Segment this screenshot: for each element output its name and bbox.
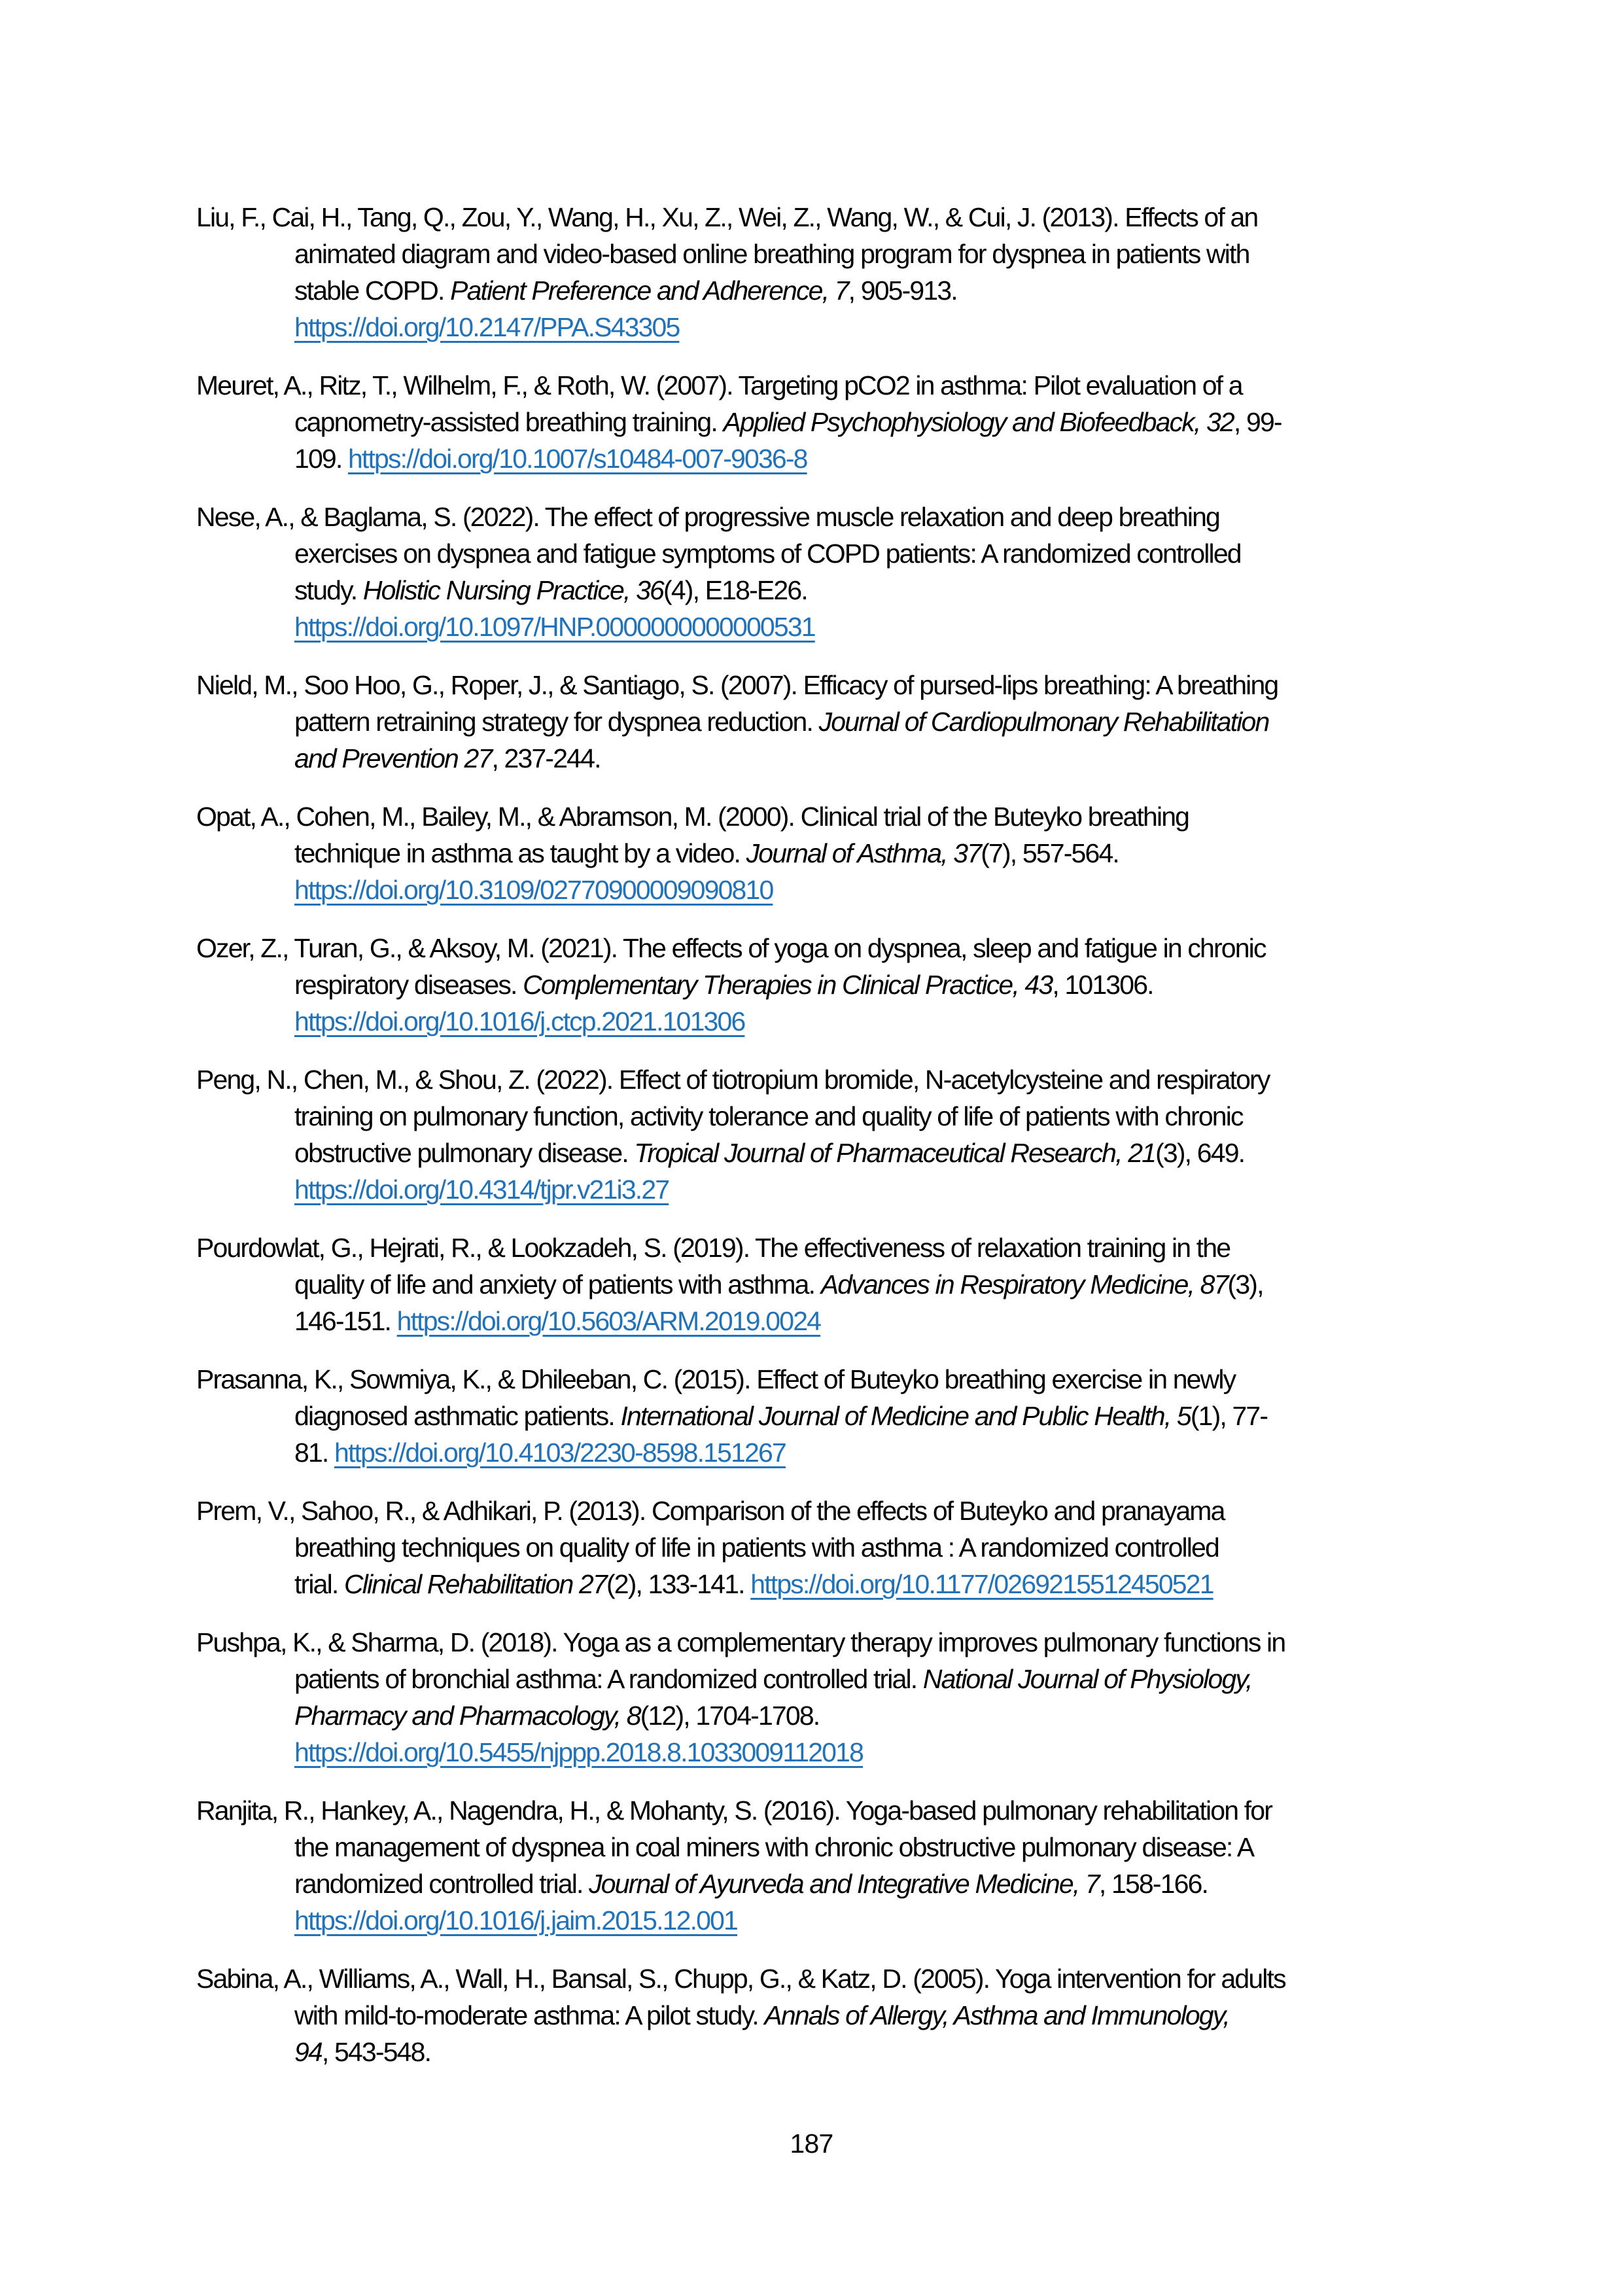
reference-text-segment: technique in asthma as taught by a video. (294, 838, 746, 868)
reference-line (196, 1529, 1478, 1566)
reference-text-segment: 94 (294, 2037, 322, 2067)
reference-text-segment: obstructive pulmonary disease. (294, 1138, 635, 1168)
reference-entry (196, 667, 1478, 777)
reference-line (196, 1135, 1478, 1171)
doi-link[interactable]: https://doi.org/10.1097/HNP.0000000000000531 (294, 612, 815, 642)
reference-entry (196, 367, 1478, 477)
reference-line (196, 404, 1478, 440)
reference-line (196, 1697, 1478, 1734)
reference-text-segment: International Journal of Medicine and Public Health, 5 (620, 1401, 1191, 1431)
reference-entry (196, 1792, 1478, 1939)
reference-text-segment: , 905-913. (848, 275, 957, 306)
reference-line (196, 1566, 1478, 1602)
reference-text-segment: 146-151. (294, 1306, 397, 1336)
reference-text-segment: Holistic Nursing Practice, 36 (362, 575, 664, 605)
reference-text-segment: Prasanna, K., Sowmiya, K., & Dhileeban, C. (2015). Effect of Buteyko breathing exercise in newly (196, 1364, 1236, 1394)
reference-text-segment: respiratory diseases. (294, 970, 523, 1000)
reference-line (196, 1398, 1478, 1434)
reference-text-segment: 109. (294, 444, 348, 474)
reference-text-segment: (12), 1704-1708. (640, 1701, 820, 1731)
reference-text-segment: and Prevention 27 (294, 743, 492, 773)
reference-text-segment: Opat, A., Cohen, M., Bailey, M., & Abramson, M. (2000). Clinical trial of the Buteyko breathing (196, 802, 1189, 832)
reference-line (196, 930, 1478, 966)
reference-text-segment: Sabina, A., Williams, A., Wall, H., Bansal, S., Chupp, G., & Katz, D. (2005). Yoga intervention for adults (196, 1964, 1285, 1994)
reference-text-segment: trial. (294, 1569, 344, 1599)
reference-text-segment: Prem, V., Sahoo, R., & Adhikari, P. (2013). Comparison of the effects of Buteyko and pranayama (196, 1496, 1225, 1526)
reference-text-segment: Meuret, A., Ritz, T., Wilhelm, F., & Roth, W. (2007). Targeting pCO2 in asthma: Pilot evaluation of a (196, 370, 1242, 400)
reference-text-segment: pattern retraining strategy for dyspnea reduction. (294, 707, 819, 737)
reference-text-segment: Journal of Asthma, 37 (746, 838, 981, 868)
reference-entry (196, 499, 1478, 645)
reference-text-segment: breathing techniques on quality of life in patients with asthma : A randomized controlled (294, 1532, 1219, 1563)
reference-line (196, 535, 1478, 572)
reference-text-segment: Nese, A., & Baglama, S. (2022). The effect of progressive muscle relaxation and deep breathing (196, 502, 1220, 532)
reference-line (196, 1865, 1478, 1902)
reference-line (196, 2034, 1478, 2070)
reference-entry (196, 1061, 1478, 1208)
reference-text-segment: with mild-to-moderate asthma: A pilot study. (294, 2000, 765, 2030)
reference-text-segment: training on pulmonary function, activity tolerance and quality of life of patients with chronic (294, 1101, 1243, 1131)
reference-line (196, 1266, 1478, 1303)
reference-text-segment: Nield, M., Soo Hoo, G., Roper, J., & Santiago, S. (2007). Efficacy of pursed-lips breathing: A breathing (196, 670, 1278, 700)
reference-line (196, 1229, 1478, 1266)
reference-text-segment: Annals of Allergy, Asthma and Immunology, (764, 2000, 1229, 2030)
reference-line (196, 1492, 1478, 1529)
reference-text-segment: Tropical Journal of Pharmaceutical Research, 21 (634, 1138, 1156, 1168)
doi-link[interactable]: https://doi.org/10.1016/j.jaim.2015.12.001 (294, 1905, 737, 1935)
doi-link[interactable]: https://doi.org/10.2147/PPA.S43305 (294, 312, 680, 342)
reference-line (196, 1997, 1478, 2034)
reference-line (196, 1303, 1478, 1339)
reference-text-segment: Patient Preference and Adherence, 7 (450, 275, 848, 306)
reference-text-segment: Clinical Rehabilitation 27 (343, 1569, 606, 1599)
reference-text-segment: Journal of Ayurveda and Integrative Medicine, 7 (589, 1869, 1099, 1899)
reference-line (196, 1361, 1478, 1398)
reference-line (196, 798, 1478, 835)
reference-text-segment: Advances in Respiratory Medicine, 87 (820, 1269, 1228, 1299)
reference-line (196, 667, 1478, 703)
reference-text-segment: quality of life and anxiety of patients with asthma. (294, 1269, 821, 1299)
reference-line (196, 440, 1478, 477)
reference-text-segment: (3), (1227, 1269, 1263, 1299)
reference-line (196, 966, 1478, 1003)
reference-text-segment: Journal of Cardiopulmonary Rehabilitation (818, 707, 1269, 737)
reference-line (196, 609, 1478, 645)
reference-line (196, 572, 1478, 609)
reference-entry (196, 1229, 1478, 1339)
reference-line (196, 835, 1478, 872)
reference-text-segment: the management of dyspnea in coal miners with chronic obstructive pulmonary disease: A (294, 1832, 1254, 1862)
doi-link[interactable]: https://doi.org/10.5603/ARM.2019.0024 (396, 1306, 821, 1336)
reference-text-segment: , 237-244. (491, 743, 601, 773)
reference-line (196, 367, 1478, 404)
reference-text-segment: Ranjita, R., Hankey, A., Nagendra, H., & Mohanty, S. (2016). Yoga-based pulmonary rehabilitation for (196, 1795, 1272, 1826)
reference-text-segment: National Journal of Physiology, (922, 1664, 1252, 1694)
reference-text-segment: , 99- (1233, 407, 1282, 437)
reference-text-segment: Pourdowlat, G., Hejrati, R., & Lookzadeh, S. (2019). The effectiveness of relaxation training in the (196, 1233, 1230, 1263)
reference-line (196, 1434, 1478, 1471)
reference-text-segment: Applied Psychophysiology and Biofeedback, 32 (723, 407, 1234, 437)
reference-text-segment: Pharmacy and Pharmacology, 8 (294, 1701, 640, 1731)
reference-entry (196, 1361, 1478, 1471)
reference-entry (196, 1960, 1478, 2070)
reference-text-segment: randomized controlled trial. (294, 1869, 589, 1899)
doi-link[interactable]: https://doi.org/10.1016/j.ctcp.2021.101306 (294, 1006, 745, 1036)
reference-text-segment: Peng, N., Chen, M., & Shou, Z. (2022). Effect of tiotropium bromide, N-acetylcysteine and respiratory (196, 1065, 1270, 1095)
reference-line (196, 1003, 1478, 1040)
reference-entry (196, 1492, 1478, 1602)
reference-text-segment: (4), E18-E26. (663, 575, 807, 605)
reference-line (196, 309, 1478, 345)
reference-line (196, 1624, 1478, 1661)
reference-text-segment: exercises on dyspnea and fatigue symptoms of COPD patients: A randomized controlled (294, 539, 1241, 569)
doi-link[interactable]: https://doi.org/10.1007/s10484-007-9036-8 (347, 444, 807, 474)
reference-line (196, 199, 1478, 236)
reference-entry (196, 798, 1478, 908)
reference-line (196, 1171, 1478, 1208)
reference-line (196, 1734, 1478, 1771)
reference-text-segment: (3), 649. (1155, 1138, 1245, 1168)
reference-text-segment: (1), 77- (1190, 1401, 1268, 1431)
reference-line (196, 1061, 1478, 1098)
reference-text-segment: (7), 557-564. (981, 838, 1119, 868)
reference-line (196, 1902, 1478, 1939)
reference-text-segment: Complementary Therapies in Clinical Practice, 43 (523, 970, 1053, 1000)
reference-entry (196, 930, 1478, 1040)
reference-text-segment: (2), 133-141. (606, 1569, 751, 1599)
doi-link[interactable]: https://doi.org/10.4103/2230-8598.151267 (334, 1438, 786, 1468)
reference-entry (196, 199, 1478, 345)
reference-line (196, 740, 1478, 777)
reference-text-segment: capnometry-assisted breathing training. (294, 407, 724, 437)
reference-text-segment: patients of bronchial asthma: A randomized controlled trial. (294, 1664, 923, 1694)
reference-line (196, 1960, 1478, 1997)
reference-line (196, 272, 1478, 309)
reference-line (196, 1661, 1478, 1697)
reference-text-segment: study. (294, 575, 363, 605)
doi-link[interactable]: https://doi.org/10.3109/02770900009090810 (294, 875, 773, 905)
reference-text-segment: Liu, F., Cai, H., Tang, Q., Zou, Y., Wang, H., Xu, Z., Wei, Z., Wang, W., & Cui, J. (2013). Effects of an (196, 202, 1258, 232)
reference-text-segment: 81. (294, 1438, 335, 1468)
references-list (196, 199, 1478, 2092)
reference-entry (196, 1624, 1478, 1771)
reference-line (196, 703, 1478, 740)
reference-text-segment: , 101306. (1052, 970, 1153, 1000)
page-footer (0, 2125, 1623, 2162)
reference-line (196, 236, 1478, 272)
reference-line (196, 1792, 1478, 1829)
reference-line (196, 499, 1478, 535)
reference-text-segment: Ozer, Z., Turan, G., & Aksoy, M. (2021). The effects of yoga on dyspnea, sleep and fatigue in chronic (196, 933, 1266, 963)
reference-text-segment: diagnosed asthmatic patients. (294, 1401, 621, 1431)
reference-text-segment: , 158-166. (1098, 1869, 1208, 1899)
reference-text-segment: animated diagram and video-based online breathing program for dyspnea in patients with (294, 239, 1249, 269)
doi-link[interactable]: https://doi.org/10.1177/0269215512450521 (750, 1569, 1213, 1599)
page-number: 187 (790, 2128, 833, 2159)
doi-link[interactable]: https://doi.org/10.5455/njppp.2018.8.1033009112018 (294, 1737, 864, 1767)
reference-text-segment: stable COPD. (294, 275, 451, 306)
reference-text-segment: , 543-548. (321, 2037, 431, 2067)
reference-line (196, 872, 1478, 908)
reference-line (196, 1829, 1478, 1865)
doi-link[interactable]: https://doi.org/10.4314/tjpr.v21i3.27 (294, 1174, 669, 1205)
reference-text-segment: Pushpa, K., & Sharma, D. (2018). Yoga as a complementary therapy improves pulmonary functions in (196, 1627, 1285, 1657)
reference-line (196, 1098, 1478, 1135)
